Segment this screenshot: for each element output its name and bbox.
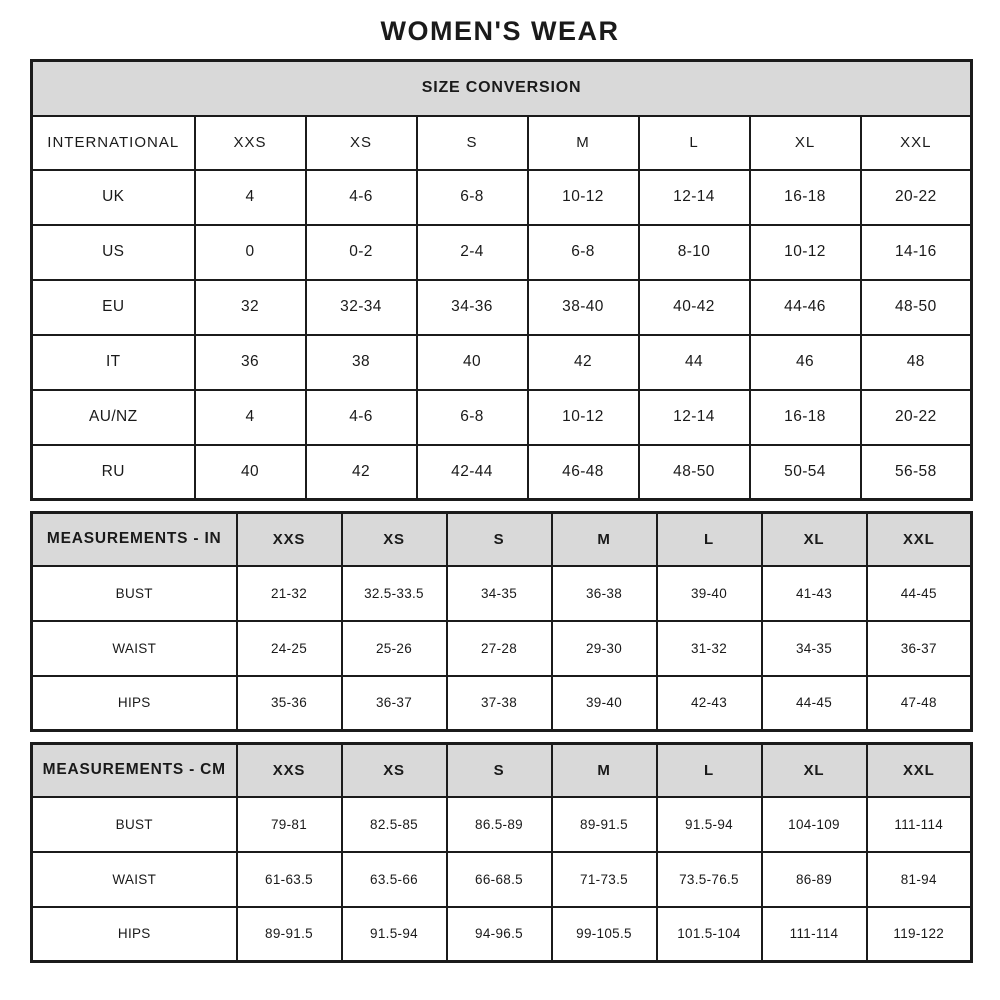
measurements-cm-table [30, 742, 973, 963]
table-cell: 24-25 [237, 621, 342, 676]
column-header-xs: XS [342, 744, 447, 797]
table-cell: 41-43 [762, 566, 867, 621]
table-cell: 71-73.5 [552, 852, 657, 907]
table-cell: 31-32 [657, 621, 762, 676]
table-cell: 66-68.5 [447, 852, 552, 907]
row-label-bust: BUST [32, 797, 237, 852]
page-title: WOMEN'S WEAR [380, 16, 620, 46]
table-cell: 4-6 [306, 390, 417, 445]
column-header-s: S [417, 116, 528, 170]
table-cell: 32 [195, 280, 306, 335]
measurements-cm-row-hips [32, 907, 972, 962]
size-row-aunz [32, 390, 972, 445]
table-cell: 34-36 [417, 280, 528, 335]
table-cell: 42 [306, 445, 417, 500]
table-cell: 16-18 [750, 170, 861, 225]
table-cell: 44-45 [762, 676, 867, 731]
column-header-xxl: XXL [861, 116, 972, 170]
column-header-xs: XS [342, 513, 447, 566]
table-cell: 40 [195, 445, 306, 500]
table-cell: 101.5-104 [657, 907, 762, 962]
table-cell: 38-40 [528, 280, 639, 335]
table-cell: 0 [195, 225, 306, 280]
table-cell: 36 [195, 335, 306, 390]
table-cell: 91.5-94 [657, 797, 762, 852]
table-cell: 91.5-94 [342, 907, 447, 962]
table-cell: 44-46 [750, 280, 861, 335]
table-cell: 44 [639, 335, 750, 390]
table-cell: 111-114 [867, 797, 972, 852]
table-cell: 36-37 [867, 621, 972, 676]
table-cell: 29-30 [552, 621, 657, 676]
table-cell: 36-38 [552, 566, 657, 621]
table-cell: 46 [750, 335, 861, 390]
table-cell: 39-40 [657, 566, 762, 621]
table-cell: 0-2 [306, 225, 417, 280]
column-header-xxs: XXS [237, 744, 342, 797]
table-cell: 10-12 [528, 390, 639, 445]
table-cell: 61-63.5 [237, 852, 342, 907]
table-cell: 35-36 [237, 676, 342, 731]
table-cell: 82.5-85 [342, 797, 447, 852]
row-label-hips: HIPS [32, 676, 237, 731]
table-cell: 46-48 [528, 445, 639, 500]
size-conversion-header-row [32, 116, 972, 170]
table-cell: 79-81 [237, 797, 342, 852]
row-label-eu: EU [32, 280, 195, 335]
table-cell: 42-43 [657, 676, 762, 731]
table-cell: 14-16 [861, 225, 972, 280]
row-label-bust: BUST [32, 566, 237, 621]
table-cell: 34-35 [447, 566, 552, 621]
table-cell: 48-50 [861, 280, 972, 335]
table-cell: 40 [417, 335, 528, 390]
table-cell: 89-91.5 [237, 907, 342, 962]
size-row-eu [32, 280, 972, 335]
table-cell: 89-91.5 [552, 797, 657, 852]
table-cell: 104-109 [762, 797, 867, 852]
table-cell: 20-22 [861, 170, 972, 225]
column-header-xl: XL [762, 744, 867, 797]
row-label-it: IT [32, 335, 195, 390]
table-cell: 12-14 [639, 170, 750, 225]
column-header-l: L [657, 513, 762, 566]
table-cell: 38 [306, 335, 417, 390]
table-cell: 48-50 [639, 445, 750, 500]
measurements-in-row-bust [32, 566, 972, 621]
row-label-hips: HIPS [32, 907, 237, 962]
column-header-international: INTERNATIONAL [32, 116, 195, 170]
table-cell: 34-35 [762, 621, 867, 676]
table-cell: 4 [195, 390, 306, 445]
table-cell: 6-8 [417, 170, 528, 225]
table-cell: 2-4 [417, 225, 528, 280]
size-conversion-title: SIZE CONVERSION [32, 61, 972, 116]
row-label-uk: UK [32, 170, 195, 225]
measurements-in-title: MEASUREMENTS - IN [32, 513, 237, 566]
table-cell: 86-89 [762, 852, 867, 907]
measurements-cm-header-row [32, 744, 972, 797]
column-header-xxs: XXS [237, 513, 342, 566]
column-header-xl: XL [762, 513, 867, 566]
table-cell: 47-48 [867, 676, 972, 731]
size-row-us [32, 225, 972, 280]
measurements-in-row-waist [32, 621, 972, 676]
table-cell: 42-44 [417, 445, 528, 500]
column-header-s: S [447, 744, 552, 797]
measurements-cm-row-bust [32, 797, 972, 852]
measurements-in-row-hips [32, 676, 972, 731]
measurements-cm-row-waist [32, 852, 972, 907]
table-cell: 6-8 [417, 390, 528, 445]
table-cell: 39-40 [552, 676, 657, 731]
column-header-m: M [552, 744, 657, 797]
table-cell: 8-10 [639, 225, 750, 280]
table-cell: 56-58 [861, 445, 972, 500]
column-header-xxl: XXL [867, 513, 972, 566]
table-cell: 16-18 [750, 390, 861, 445]
measurements-cm-title: MEASUREMENTS - CM [32, 744, 237, 797]
table-cell: 42 [528, 335, 639, 390]
table-cell: 94-96.5 [447, 907, 552, 962]
table-cell: 111-114 [762, 907, 867, 962]
table-cell: 73.5-76.5 [657, 852, 762, 907]
column-header-m: M [552, 513, 657, 566]
size-row-it [32, 335, 972, 390]
column-header-l: L [657, 744, 762, 797]
table-cell: 32.5-33.5 [342, 566, 447, 621]
table-cell: 63.5-66 [342, 852, 447, 907]
column-header-m: M [528, 116, 639, 170]
table-cell: 99-105.5 [552, 907, 657, 962]
size-conversion-table [30, 59, 973, 501]
column-header-xxs: XXS [195, 116, 306, 170]
size-conversion-band-row [32, 61, 972, 116]
row-label-aunz: AU/NZ [32, 390, 195, 445]
table-cell: 21-32 [237, 566, 342, 621]
size-row-ru [32, 445, 972, 500]
table-cell: 81-94 [867, 852, 972, 907]
table-cell: 25-26 [342, 621, 447, 676]
table-cell: 37-38 [447, 676, 552, 731]
measurements-in-header-row [32, 513, 972, 566]
table-cell: 10-12 [528, 170, 639, 225]
table-cell: 4 [195, 170, 306, 225]
table-cell: 10-12 [750, 225, 861, 280]
table-cell: 50-54 [750, 445, 861, 500]
table-cell: 4-6 [306, 170, 417, 225]
table-cell: 36-37 [342, 676, 447, 731]
column-header-xl: XL [750, 116, 861, 170]
table-cell: 32-34 [306, 280, 417, 335]
table-cell: 86.5-89 [447, 797, 552, 852]
table-cell: 27-28 [447, 621, 552, 676]
column-header-xxl: XXL [867, 744, 972, 797]
table-cell: 48 [861, 335, 972, 390]
row-label-ru: RU [32, 445, 195, 500]
table-cell: 119-122 [867, 907, 972, 962]
table-cell: 20-22 [861, 390, 972, 445]
table-cell: 6-8 [528, 225, 639, 280]
row-label-waist: WAIST [32, 852, 237, 907]
column-header-s: S [447, 513, 552, 566]
table-cell: 12-14 [639, 390, 750, 445]
table-cell: 44-45 [867, 566, 972, 621]
row-label-waist: WAIST [32, 621, 237, 676]
column-header-xs: XS [306, 116, 417, 170]
row-label-us: US [32, 225, 195, 280]
size-row-uk [32, 170, 972, 225]
table-cell: 40-42 [639, 280, 750, 335]
column-header-l: L [639, 116, 750, 170]
measurements-in-table [30, 511, 973, 732]
